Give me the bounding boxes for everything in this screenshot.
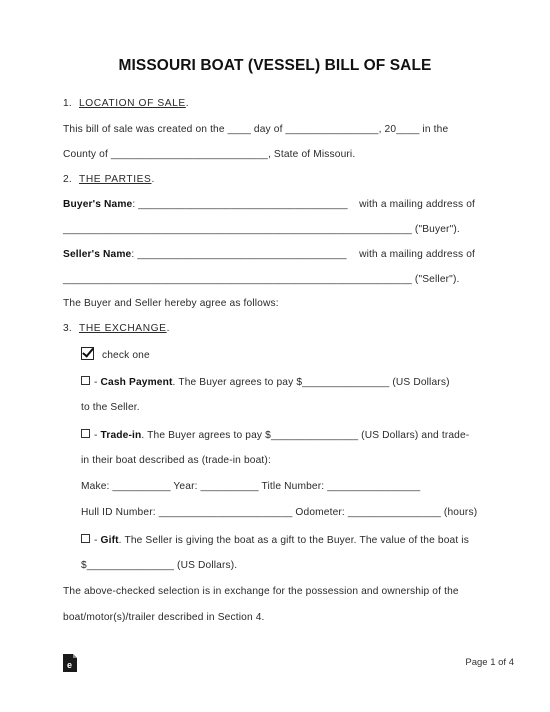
- document-title: MISSOURI BOAT (VESSEL) BILL OF SALE: [118, 57, 432, 74]
- county-line: County of ___________________________, State of Missouri.: [63, 149, 356, 160]
- buyer-name-label: Buyer's Name: [63, 199, 133, 210]
- svg-text:e: e: [66, 660, 73, 670]
- trade-in-hull-line: Hull ID Number: _______________________ Odometer: ________________ (hours): [81, 507, 478, 518]
- gift-option: - Gift. The Seller is giving the boat as a gift to the Buyer. The value of the boat is: [81, 534, 469, 546]
- section-2-heading: 2. THE PARTIES.: [63, 174, 155, 185]
- section-1-heading: 1. LOCATION OF SALE.: [63, 98, 189, 109]
- section-3-title: THE EXCHANGE: [79, 323, 167, 334]
- cash-payment-label: Cash Payment: [100, 377, 173, 388]
- gift-continued: $_______________ (US Dollars).: [81, 560, 238, 571]
- section-1-title: LOCATION OF SALE: [79, 98, 186, 109]
- sale-date-line: This bill of sale was created on the ____ day of ________________, 20____ in the: [63, 124, 449, 135]
- trade-in-checkbox[interactable]: [81, 429, 90, 438]
- cash-payment-option: - Cash Payment. The Buyer agrees to pay $_______________ (US Dollars): [81, 376, 450, 388]
- seller-name-label: Seller's Name: [63, 249, 132, 260]
- buyer-address-label: with a mailing address of: [359, 199, 475, 210]
- agreement-line: The Buyer and Seller hereby agree as follows:: [63, 298, 279, 309]
- trade-in-option: - Trade-in. The Buyer agrees to pay $_______________ (US Dollars) and trade-: [81, 429, 469, 441]
- section-2-title: THE PARTIES: [79, 174, 152, 185]
- trade-in-make-line: Make: __________ Year: __________ Title Number: ________________: [81, 481, 421, 492]
- cash-payment-checkbox[interactable]: [81, 376, 90, 385]
- cash-payment-continued: to the Seller.: [81, 402, 140, 413]
- trade-in-continued: in their boat described as (trade-in boat):: [81, 455, 271, 466]
- closing-line-2: boat/motor(s)/trailer described in Section 4.: [63, 612, 265, 623]
- gift-label: Gift: [100, 535, 119, 546]
- buyer-name-line: Buyer's Name: ____________________________________ with a mailing address of: [63, 199, 475, 210]
- section-3-heading: 3. THE EXCHANGE.: [63, 323, 170, 334]
- page-number: Page 1 of 4: [465, 657, 514, 668]
- closing-line-1: The above-checked selection is in exchange for the possession and ownership of the: [63, 586, 459, 597]
- eforms-logo-icon: [63, 654, 77, 672]
- checked-checkbox-icon: [81, 347, 94, 360]
- seller-address-label: with a mailing address of: [359, 249, 475, 260]
- seller-address-line: ____________________________________________________________ ("Seller").: [63, 274, 460, 285]
- gift-checkbox[interactable]: [81, 534, 90, 543]
- buyer-address-line: ____________________________________________________________ ("Buyer").: [63, 224, 460, 235]
- trade-in-label: Trade-in: [100, 430, 142, 441]
- check-one-line: check one: [81, 347, 150, 361]
- seller-name-line: Seller's Name: ____________________________________ with a mailing address of: [63, 249, 475, 260]
